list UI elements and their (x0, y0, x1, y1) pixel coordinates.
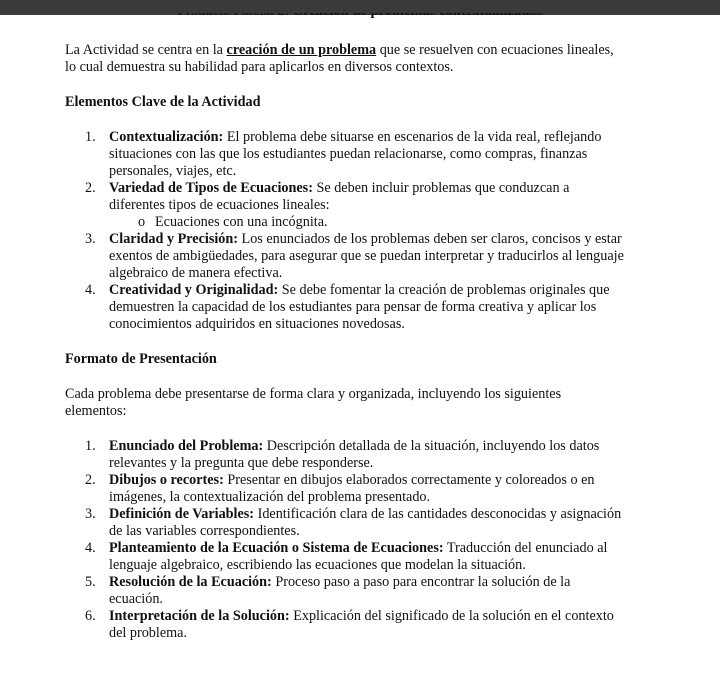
item-number: 1. (85, 129, 96, 145)
bullet-marker: o (138, 214, 146, 230)
item-text: Los enunciados de los problemas deben ser claros, concisos y estar exentos de ambigüedades, para asegurar que se puedan interpretar y traducirlos al lenguaje algebraico de manera efectiva. (109, 231, 624, 281)
item-text: El problema debe situarse en escenarios de la vida real, reflejando situaciones con las que los estudiantes puedan relacionarse, como compras, finanzas personales, viajes, etc. (109, 129, 602, 179)
presentation-format-list (65, 438, 625, 642)
list-item (65, 282, 625, 333)
item-number: 4. (85, 540, 96, 556)
section1-heading: Elementos Clave de la Actividad (65, 94, 261, 110)
intro-emphasis: creación de un problema (226, 42, 377, 58)
item-number: 1. (85, 438, 96, 454)
sub-list-item (109, 214, 625, 231)
item-number: 4. (85, 282, 96, 298)
list-item (65, 574, 625, 608)
list-item (65, 231, 625, 282)
viewer-top-bar (0, 0, 720, 15)
intro-text-after: que se resuelven con ecuaciones lineales, lo cual demuestra su habilidad para aplicarlos en diversos contextos. (65, 42, 614, 75)
key-elements-list (65, 129, 625, 333)
item-term: Claridad y Precisión: (109, 231, 238, 247)
item-term: Dibujos o recortes: (109, 472, 224, 488)
list-item (65, 438, 625, 472)
item-number: 5. (85, 574, 96, 590)
item-number: 3. (85, 506, 96, 522)
item-term: Contextualización: (109, 129, 224, 145)
section2-intro: Cada problema debe presentarse de forma clara y organizada, incluyendo los siguientes elementos: (65, 386, 562, 419)
list-item (65, 472, 625, 506)
item-number: 3. (85, 231, 96, 247)
list-item (65, 506, 625, 540)
item-text: Explicación del significado de la solución en el contexto del problema. (109, 608, 614, 641)
intro-text-before: La Actividad se centra en la (65, 42, 227, 58)
item-text: Proceso paso a paso para encontrar la solución de la ecuación. (109, 574, 571, 607)
item-text: Se deben incluir problemas que conduzcan a diferentes tipos de ecuaciones lineales: (109, 180, 570, 213)
sub-item-text: Ecuaciones con una incógnita. (155, 214, 328, 230)
intro-paragraph (65, 42, 625, 76)
list-item (65, 129, 625, 180)
item-number: 2. (85, 472, 96, 488)
document-body (65, 42, 625, 642)
item-text: Presentar en dibujos elaborados correctamente y coloreados o en imágenes, la contextualización del problema presentado. (109, 472, 595, 505)
item-text: Identificación clara de las cantidades desconocidas y asignación de las variables correspondientes. (109, 506, 622, 539)
item-term: Planteamiento de la Ecuación o Sistema de Ecuaciones: (109, 540, 444, 556)
item-text: Descripción detallada de la situación, incluyendo los datos relevantes y la pregunta que debe responderse. (109, 438, 600, 471)
list-item (65, 180, 625, 231)
item-term: Creatividad y Originalidad: (109, 282, 279, 298)
item-term: Definición de Variables: (109, 506, 255, 522)
item-term: Interpretación de la Solución: (109, 608, 290, 624)
item-term: Enunciado del Problema: (109, 438, 264, 454)
item-text: Se debe fomentar la creación de problemas originales que demuestren la capacidad de los estudiantes para pensar de forma creativa y aplicar los conocimientos adquiridos en situaciones novedosas. (109, 282, 610, 332)
list-item (65, 608, 625, 642)
section2-heading: Formato de Presentación (65, 351, 217, 367)
item-number: 6. (85, 608, 96, 624)
item-term: Resolución de la Ecuación: (109, 574, 272, 590)
item-number: 2. (85, 180, 96, 196)
item-term: Variedad de Tipos de Ecuaciones: (109, 180, 313, 196)
list-item (65, 540, 625, 574)
item-text: Traducción del enunciado al lenguaje algebraico, escribiendo las ecuaciones que modelan la situación. (109, 540, 608, 573)
sub-list (109, 214, 625, 231)
